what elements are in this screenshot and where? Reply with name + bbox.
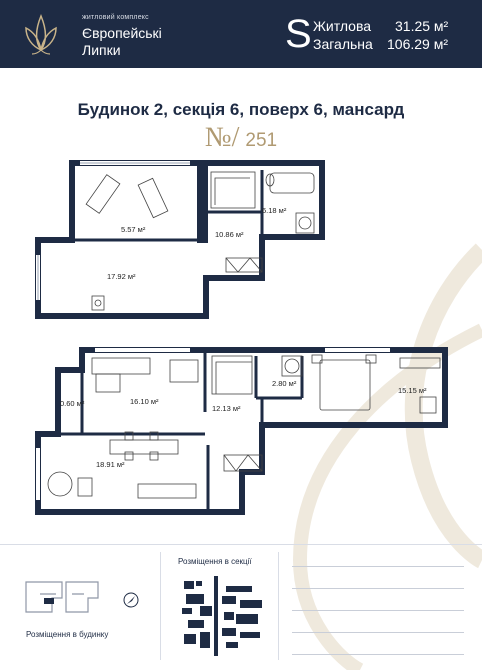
brand-name-line1: Європейські: [82, 25, 162, 41]
room-area-label: 12.13 м²: [212, 404, 241, 413]
apartment-number-value: 251: [245, 130, 278, 151]
notes-line: [292, 588, 464, 589]
room-area-label: 2.80 м²: [272, 379, 297, 388]
section-location-caption: Розміщення в секції: [178, 557, 252, 566]
room-area-label: 0.60 м²: [60, 399, 85, 408]
total-area-label: Загальна: [313, 36, 373, 52]
notes-line: [292, 632, 464, 633]
notes-line: [292, 654, 464, 655]
room-area-label: 5.57 м²: [121, 225, 146, 234]
room-area-label: 18.91 м²: [96, 460, 125, 469]
room-area-label: 10.86 м²: [215, 230, 244, 239]
room-area-label: 6.18 м²: [262, 206, 287, 215]
living-area-label: Житлова: [313, 18, 372, 34]
living-area-value: 31.25 м²: [395, 18, 449, 34]
brand-subtitle: житловий комплекс: [82, 14, 149, 21]
total-area-value: 106.29 м²: [387, 36, 448, 52]
area-symbol: S: [285, 12, 312, 56]
room-area-label: 16.10 м²: [130, 397, 159, 406]
notes-line: [292, 566, 464, 567]
notes-line: [292, 610, 464, 611]
number-symbol: №/: [204, 122, 240, 153]
room-area-label: 15.15 м²: [398, 386, 427, 395]
page-title: Будинок 2, секція 6, поверх 6, мансард: [77, 100, 405, 119]
brand-name-line2: Липки: [82, 42, 121, 58]
room-area-label: 17.92 м²: [107, 272, 136, 281]
building-location-caption: Розміщення в будинку: [26, 630, 109, 639]
